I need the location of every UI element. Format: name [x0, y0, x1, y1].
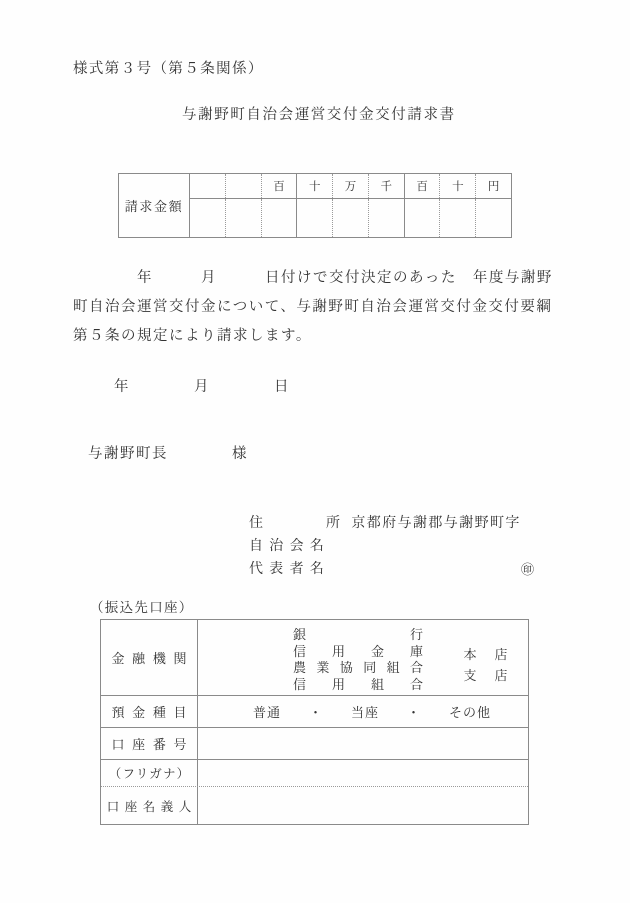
amount-digit-cell-1[interactable]: [226, 199, 262, 237]
bank-institution-options: [293, 627, 423, 693]
bank-row-furigana: [101, 760, 528, 786]
bank-branch-branch-office[interactable]: 支 店: [463, 668, 510, 683]
bank-deposit-type-label: 預 金 種 目: [101, 696, 198, 727]
amount-digit-cell-3[interactable]: [297, 199, 333, 237]
amount-digit-cell-0[interactable]: [190, 199, 226, 237]
amount-digit-header-3: 十: [297, 174, 333, 198]
bank-account-holder-label: 口 座 名 義 人: [101, 787, 198, 824]
amount-digit-header-6: 百: [405, 174, 441, 198]
signer-address-row: [249, 512, 534, 535]
amount-digit-header-7: 十: [440, 174, 476, 198]
bank-row-deposit-type: [101, 696, 528, 728]
bank-deposit-type-value[interactable]: [198, 696, 528, 727]
amount-digit-cell-6[interactable]: [405, 199, 441, 237]
signer-address-label: 住 所: [249, 516, 342, 531]
amount-digit-header-row: [190, 174, 511, 199]
amount-digit-header-4: 万: [333, 174, 369, 198]
bank-account-holder-value[interactable]: [198, 787, 528, 824]
bank-option-credit-union[interactable]: 信用組合: [293, 676, 423, 692]
bank-furigana-label: （フリガナ）: [101, 760, 198, 786]
amount-digit-header-5: 千: [369, 174, 405, 198]
bank-institution-label: 金 融 機 関: [101, 620, 198, 695]
amount-digit-cell-4[interactable]: [333, 199, 369, 237]
signer-block: [249, 512, 534, 581]
document-title: 与謝野町自治会運営交付金交付請求書: [182, 107, 456, 123]
amount-table: [118, 173, 512, 238]
signer-address-value[interactable]: 京都府与謝郡与謝野町字: [351, 516, 521, 531]
bank-branch-options: [463, 644, 510, 686]
bank-option-bank[interactable]: 銀 行: [293, 627, 423, 642]
signer-representative-row: [249, 558, 534, 581]
amount-digit-header-1: [226, 174, 262, 198]
addressee-line: 与謝野町長 様: [88, 446, 248, 462]
bank-branch-head-office[interactable]: 本 店: [463, 647, 510, 662]
amount-digit-cell-5[interactable]: [369, 199, 405, 237]
signer-association-row: [249, 535, 534, 558]
seal-stamp-icon: ㊞: [520, 562, 534, 577]
amount-digit-header-2: 百: [262, 174, 298, 198]
bank-institution-value[interactable]: [198, 620, 528, 695]
amount-digit-header-8: 円: [487, 181, 500, 193]
bank-deposit-type-options[interactable]: 普通 ・ 当座 ・ その他: [253, 705, 492, 720]
bank-row-account-number: [101, 728, 528, 760]
bank-account-table: [100, 619, 529, 825]
amount-digit-entry-row: [190, 199, 511, 237]
signer-representative-label: 代 表 者 名: [249, 562, 326, 577]
bank-option-shinkin[interactable]: 信用金庫: [293, 643, 423, 659]
bank-furigana-value[interactable]: [198, 760, 528, 786]
bank-row-institution: [101, 620, 528, 696]
form-number: 様式第３号（第５条関係）: [73, 61, 264, 77]
amount-digit-grid: [190, 174, 511, 237]
bank-section-caption: （振込先口座）: [90, 600, 194, 615]
bank-account-number-value[interactable]: [198, 728, 528, 759]
amount-digit-cell-2[interactable]: [262, 199, 298, 237]
amount-digit-cell-8[interactable]: [476, 199, 511, 237]
signer-association-label: 自 治 会 名: [249, 539, 326, 554]
amount-digit-cell-7[interactable]: [440, 199, 476, 237]
amount-label: 請求金額: [119, 174, 190, 237]
body-paragraph: 年 月 日付けで交付決定のあった 年度与謝野町自治会運営交付金について、与謝野町自治会運営交付金交付要綱第５条の規定により請求します。: [73, 270, 553, 344]
bank-account-number-label: 口 座 番 号: [101, 728, 198, 759]
submission-date-line: 年 月 日: [114, 379, 290, 395]
amount-digit-header-0: [190, 174, 226, 198]
bank-option-ja[interactable]: 農業協同組合: [293, 660, 423, 675]
bank-row-account-holder: [101, 786, 528, 824]
